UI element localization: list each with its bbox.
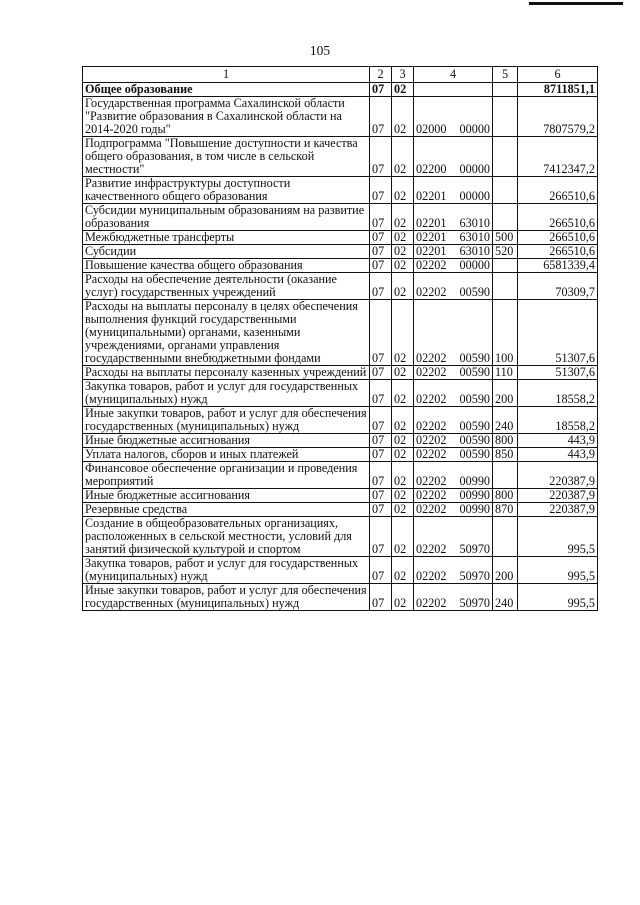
row-name: Иные бюджетные ассигнования [83,434,370,448]
row-section: 07 [370,517,392,557]
row-amount: 51307,6 [518,300,598,366]
program-code-part-1: 02202 [416,542,447,556]
row-expense-type: 200 [493,557,518,584]
row-program-code [414,434,493,448]
program-code-part-2: 63010 [459,230,490,244]
page-number: 105 [309,43,331,58]
program-code-part-1: 02202 [416,502,447,516]
row-amount: 220387,9 [518,489,598,503]
program-code-part-2: 00590 [459,433,490,447]
row-name: Развитие инфраструктуры доступности качественного общего образования [83,177,370,204]
row-section: 07 [370,380,392,407]
row-expense-type: 850 [493,448,518,462]
row-name: Субсидии муниципальным образованиям на развитие образования [83,204,370,231]
row-section: 07 [370,300,392,366]
row-amount: 266510,6 [518,231,598,245]
row-expense-type [493,97,518,137]
row-amount: 18558,2 [518,380,598,407]
row-expense-type: 110 [493,366,518,380]
program-code-part-2: 00000 [459,189,490,203]
program-code-part-2: 00990 [459,488,490,502]
row-subsection: 02 [392,245,414,259]
table-row [83,434,598,448]
table-row [83,517,598,557]
row-section: 07 [370,366,392,380]
table-row [83,448,598,462]
program-code-part-2: 00590 [459,392,490,406]
row-subsection: 02 [392,97,414,137]
table-row [83,97,598,137]
table-row [83,366,598,380]
row-expense-type [493,177,518,204]
row-amount: 220387,9 [518,503,598,517]
header-col-4: 4 [414,67,493,83]
table-row [83,300,598,366]
row-program-code [414,300,493,366]
row-subsection: 02 [392,366,414,380]
row-program-code [414,557,493,584]
row-section: 07 [370,259,392,273]
row-subsection: 02 [392,380,414,407]
row-subsection: 02 [392,83,414,97]
program-code-part-1: 02202 [416,419,447,433]
row-amount: 443,9 [518,434,598,448]
row-program-code [414,584,493,611]
row-section: 07 [370,273,392,300]
row-expense-type: 870 [493,503,518,517]
row-program-code [414,462,493,489]
table-row [83,407,598,434]
row-program-code [414,83,493,97]
header-col-1: 1 [83,67,370,83]
budget-table [82,66,598,611]
row-amount: 995,5 [518,517,598,557]
row-amount: 18558,2 [518,407,598,434]
row-section: 07 [370,97,392,137]
program-code-part-2: 50970 [459,596,490,610]
row-subsection: 02 [392,204,414,231]
program-code-part-1: 02202 [416,474,447,488]
row-subsection: 02 [392,177,414,204]
program-code-part-1: 02202 [416,351,447,365]
row-subsection: 02 [392,584,414,611]
row-name: Расходы на выплаты персоналу казенных учреждений [83,366,370,380]
header-row [83,67,598,83]
row-program-code [414,97,493,137]
row-name: Создание в общеобразовательных организациях, расположенных в сельской местности, условий для занятий физической культурой и спортом [83,517,370,557]
row-subsection: 02 [392,557,414,584]
program-code-part-1: 02202 [416,392,447,406]
program-code-part-2: 00590 [459,351,490,365]
row-expense-type: 100 [493,300,518,366]
row-program-code [414,489,493,503]
program-code-part-2: 00000 [459,162,490,176]
row-expense-type: 240 [493,407,518,434]
row-subsection: 02 [392,273,414,300]
row-subsection: 02 [392,407,414,434]
row-subsection: 02 [392,434,414,448]
row-expense-type: 500 [493,231,518,245]
header-col-6: 6 [518,67,598,83]
program-code-part-1: 02202 [416,488,447,502]
row-name: Государственная программа Сахалинской области "Развитие образования в Сахалинской области на 2014-2020 годы" [83,97,370,137]
program-code-part-1: 02200 [416,162,447,176]
row-section: 07 [370,434,392,448]
program-code-part-2: 00000 [459,258,490,272]
row-name: Иные закупки товаров, работ и услуг для обеспечения государственных (муниципальных) нужд [83,407,370,434]
row-program-code [414,245,493,259]
program-code-part-1: 02202 [416,433,447,447]
header-col-3: 3 [392,67,414,83]
row-name: Иные закупки товаров, работ и услуг для обеспечения государственных (муниципальных) нужд [83,584,370,611]
row-expense-type [493,83,518,97]
row-section: 07 [370,245,392,259]
row-amount: 995,5 [518,584,598,611]
row-amount: 995,5 [518,557,598,584]
program-code-part-2: 00590 [459,447,490,461]
row-section: 07 [370,137,392,177]
row-program-code [414,517,493,557]
row-expense-type: 240 [493,584,518,611]
program-code-part-2: 00990 [459,474,490,488]
header-col-5: 5 [493,67,518,83]
row-subsection: 02 [392,489,414,503]
row-name: Уплата налогов, сборов и иных платежей [83,448,370,462]
row-section: 07 [370,83,392,97]
program-code-part-2: 63010 [459,244,490,258]
row-expense-type: 800 [493,489,518,503]
row-program-code [414,503,493,517]
table-row [83,259,598,273]
row-amount: 7412347,2 [518,137,598,177]
row-subsection: 02 [392,259,414,273]
row-section: 07 [370,462,392,489]
row-expense-type [493,259,518,273]
table-row [83,137,598,177]
row-expense-type [493,517,518,557]
row-program-code [414,380,493,407]
row-amount: 6581339,4 [518,259,598,273]
row-amount: 70309,7 [518,273,598,300]
row-amount: 443,9 [518,448,598,462]
row-amount: 7807579,2 [518,97,598,137]
program-code-part-2: 00990 [459,502,490,516]
row-section: 07 [370,204,392,231]
program-code-part-2: 00590 [459,419,490,433]
row-section: 07 [370,584,392,611]
row-name: Межбюджетные трансферты [83,231,370,245]
program-code-part-2: 00590 [459,365,490,379]
row-amount: 8711851,1 [518,83,598,97]
row-program-code [414,137,493,177]
row-program-code [414,177,493,204]
row-section: 07 [370,231,392,245]
row-program-code [414,448,493,462]
row-name: Повышение качества общего образования [83,259,370,273]
program-code-part-1: 02202 [416,447,447,461]
row-name: Иные бюджетные ассигнования [83,489,370,503]
table-row [83,245,598,259]
row-amount: 220387,9 [518,462,598,489]
program-code-part-1: 02201 [416,244,447,258]
row-expense-type: 800 [493,434,518,448]
program-code-part-2: 50970 [459,542,490,556]
budget-table-body [83,67,598,611]
row-section: 07 [370,177,392,204]
row-amount: 266510,6 [518,245,598,259]
row-name: Общее образование [83,83,370,97]
row-section: 07 [370,503,392,517]
row-program-code [414,259,493,273]
table-row [83,489,598,503]
row-amount: 266510,6 [518,204,598,231]
row-name: Закупка товаров, работ и услуг для государственных (муниципальных) нужд [83,380,370,407]
row-expense-type: 200 [493,380,518,407]
row-section: 07 [370,407,392,434]
row-program-code [414,407,493,434]
row-program-code [414,231,493,245]
program-code-part-2: 63010 [459,216,490,230]
row-name: Подпрограмма "Повышение доступности и качества общего образования, в том числе в сельской местности" [83,137,370,177]
program-code-part-1: 02000 [416,122,447,136]
table-row [83,273,598,300]
program-code-part-2: 00590 [459,285,490,299]
row-subsection: 02 [392,448,414,462]
header-col-2: 2 [370,67,392,83]
top-rule [529,2,623,5]
row-name: Закупка товаров, работ и услуг для государственных (муниципальных) нужд [83,557,370,584]
row-expense-type [493,204,518,231]
program-code-part-1: 02201 [416,189,447,203]
program-code-part-1: 02202 [416,285,447,299]
row-expense-type [493,462,518,489]
row-section: 07 [370,557,392,584]
row-subsection: 02 [392,462,414,489]
row-name: Финансовое обеспечение организации и проведения мероприятий [83,462,370,489]
row-amount: 51307,6 [518,366,598,380]
table-row [83,380,598,407]
row-amount: 266510,6 [518,177,598,204]
row-subsection: 02 [392,517,414,557]
table-row [83,204,598,231]
table-row [83,503,598,517]
program-code-part-1: 02202 [416,569,447,583]
table-row [83,462,598,489]
row-subsection: 02 [392,503,414,517]
row-expense-type: 520 [493,245,518,259]
row-program-code [414,366,493,380]
table-row [83,231,598,245]
row-name: Расходы на выплаты персоналу в целях обеспечения выполнения функций государственными (муниципальными) органами, казенными учреждениями, органами управления государственными внебюджетными фондами [83,300,370,366]
program-code-part-1: 02201 [416,230,447,244]
row-name: Расходы на обеспечение деятельности (оказание услуг) государственных учреждений [83,273,370,300]
row-subsection: 02 [392,300,414,366]
table-row [83,584,598,611]
row-name: Субсидии [83,245,370,259]
table-row [83,557,598,584]
program-code-part-1: 02202 [416,596,447,610]
program-code-part-2: 00000 [459,122,490,136]
row-subsection: 02 [392,231,414,245]
row-program-code [414,273,493,300]
row-expense-type [493,273,518,300]
program-code-part-2: 50970 [459,569,490,583]
row-program-code [414,204,493,231]
row-section: 07 [370,489,392,503]
table-row [83,177,598,204]
program-code-part-1: 02202 [416,365,447,379]
row-subsection: 02 [392,137,414,177]
program-code-part-1: 02202 [416,258,447,272]
row-section: 07 [370,448,392,462]
table-row [83,83,598,97]
row-expense-type [493,137,518,177]
program-code-part-1: 02201 [416,216,447,230]
row-name: Резервные средства [83,503,370,517]
